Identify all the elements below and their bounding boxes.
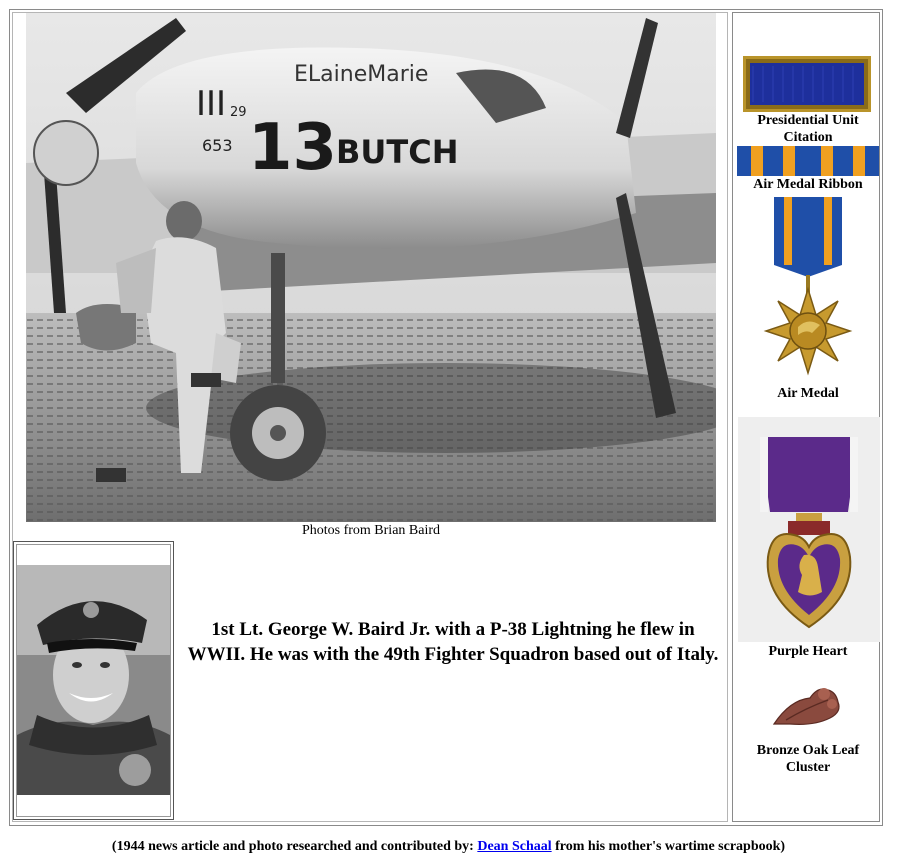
nose-art-name: ELaineMarie — [294, 62, 429, 87]
footer-prefix: (1944 news article and photo researched and contributed by: — [111, 839, 478, 854]
nose-sub-number: 29 — [230, 105, 247, 120]
photo-caption: 1st Lt. George W. Baird Jr. with a P-38 Lightning he flew in WWII. He was with the 49th Fighter Squadron based out of Italy. — [187, 619, 719, 665]
tail-serial: 653 — [202, 136, 233, 155]
p38-pilot-photo — [26, 13, 716, 522]
medal-label-air-medal: Air Medal — [777, 386, 839, 401]
purple-heart-medal-icon — [738, 417, 880, 642]
footer-suffix: from his mother's wartime scrapbook) — [551, 839, 786, 854]
medal-label-bronze-oak-leaf-cluster: Bronze Oak Leaf Cluster — [756, 743, 860, 775]
squadron-mark: III — [196, 84, 227, 124]
contributor-footer — [0, 839, 897, 855]
medal-label-purple-heart: Purple Heart — [768, 644, 848, 659]
presidential-unit-citation-ribbon-icon — [743, 56, 871, 112]
contributor-link[interactable]: Dean Schaal — [477, 839, 552, 854]
medal-label-air-medal-ribbon: Air Medal Ribbon — [753, 177, 863, 192]
plane-number: 13 — [248, 111, 338, 185]
photo-credit: Photos from Brian Baird — [301, 523, 441, 538]
medal-label-presidential-unit-citation: Presidential Unit Citation — [757, 113, 859, 145]
plane-nickname: BUTCH — [336, 133, 459, 171]
air-medal-icon — [762, 197, 854, 379]
bronze-oak-leaf-cluster-icon — [770, 680, 844, 730]
air-medal-ribbon-icon — [737, 146, 879, 176]
pilot-portrait-photo — [17, 565, 170, 795]
